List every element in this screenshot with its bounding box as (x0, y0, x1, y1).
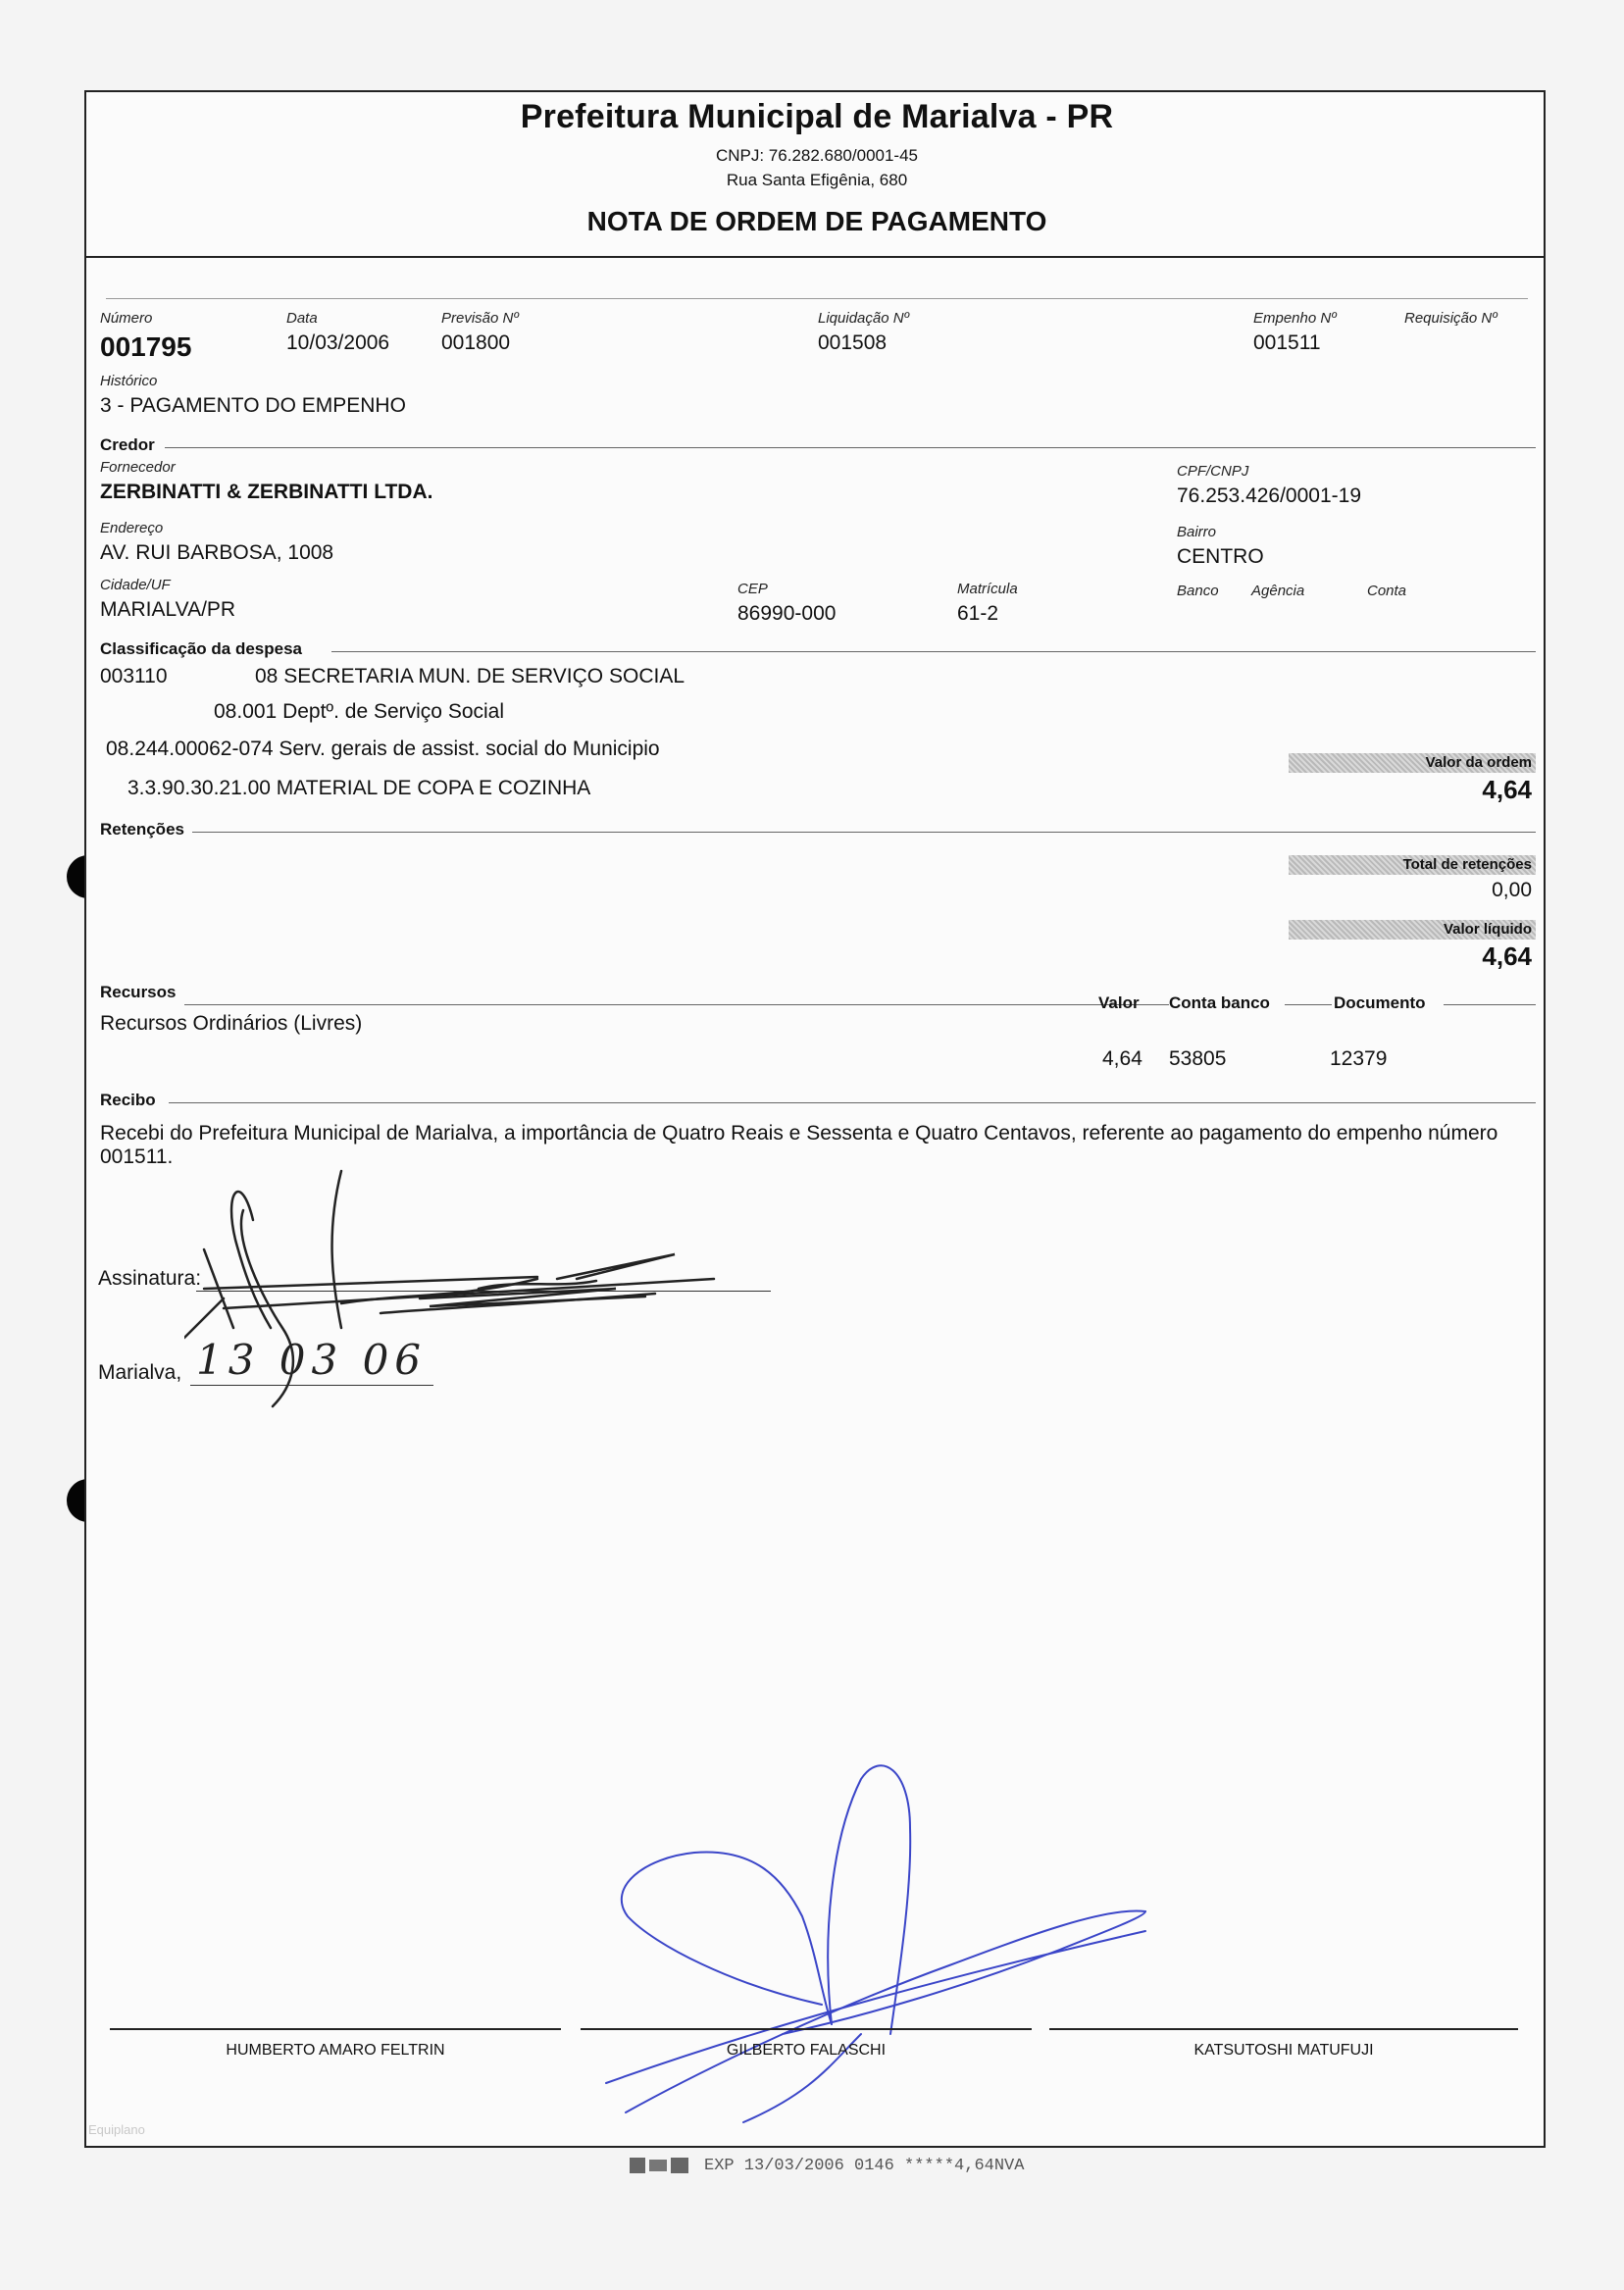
liquidacao-label: Liquidação Nº (818, 310, 910, 327)
recibo-section-title: Recibo (100, 1091, 156, 1109)
numero-label: Número (100, 310, 153, 327)
previsao-value: 001800 (441, 331, 511, 354)
signatory-3: KATSUTOSHI MATUFUJI (1193, 2042, 1374, 2059)
cidade-value: MARIALVA/PR (100, 598, 236, 621)
fornecedor-label: Fornecedor (100, 459, 176, 476)
classificacao-rule (331, 651, 1536, 652)
previsao-label: Previsão Nº (441, 310, 519, 327)
signature-line-3 (1049, 2028, 1518, 2030)
recursos-section-title: Recursos (100, 983, 177, 1001)
bank-stamp (630, 2154, 1024, 2177)
recipient-signature (184, 1132, 832, 1416)
cnpj-line: CNPJ: 76.282.680/0001-45 (715, 146, 919, 165)
signatory-1: HUMBERTO AMARO FELTRIN (226, 2042, 445, 2059)
recibo-text: Recebi do Prefeitura Municipal de Marialva, a importância de Quatro Reais e Sessenta e Quatro Centavos, referente ao pagamento do empenho número 001511. (100, 1122, 1498, 1168)
signatory-2: GILBERTO FALASCHI (726, 2042, 887, 2059)
classificacao-code: 003110 (100, 665, 168, 687)
agencia-label: Agência (1251, 583, 1305, 599)
banco-label: Banco (1177, 583, 1219, 599)
classificacao-line4: 3.3.90.30.21.00 MATERIAL DE COPA E COZINHA (127, 777, 591, 799)
data-label: Data (286, 310, 318, 327)
recursos-documento-header: Documento (1334, 993, 1426, 1012)
recursos-description: Recursos Ordinários (Livres) (100, 1012, 363, 1035)
valor-liquido-value: 4,64 (1482, 941, 1532, 971)
recibo-rule (169, 1102, 1536, 1103)
address-line: Rua Santa Efigênia, 680 (726, 171, 908, 189)
municipality-title: Prefeitura Municipal de Marialva - PR (520, 98, 1114, 135)
signature-line-1 (110, 2028, 561, 2030)
authorizer-signature (596, 1740, 1165, 2201)
bank-logo-icon (630, 2154, 690, 2177)
cep-label: CEP (737, 581, 768, 597)
classificacao-line1: 08 SECRETARIA MUN. DE SERVIÇO SOCIAL (255, 665, 685, 687)
numero-value: 001795 (100, 331, 192, 362)
handwritten-date-text: 13 03 06 (196, 1336, 428, 1384)
recursos-conta: 53805 (1169, 1047, 1227, 1070)
bank-stamp-text: EXP 13/03/2006 0146 *****4,64NVA (704, 2156, 1025, 2175)
signature-line-2 (581, 2028, 1032, 2030)
header-divider-thin (106, 298, 1528, 299)
bairro-value: CENTRO (1177, 545, 1264, 568)
valor-ordem-label: Valor da ordem (1289, 753, 1536, 773)
classificacao-line3: 08.244.00062-074 Serv. gerais de assist. social do Municipio (106, 738, 660, 760)
endereco-value: AV. RUI BARBOSA, 1008 (100, 541, 334, 564)
cpf-value: 76.253.426/0001-19 (1177, 484, 1362, 507)
recursos-rule (184, 1004, 1165, 1005)
recursos-documento: 12379 (1330, 1047, 1388, 1070)
valor-ordem-value: 4,64 (1482, 775, 1532, 804)
requisicao-label: Requisição Nº (1404, 310, 1497, 327)
cep-value: 86990-000 (737, 602, 837, 625)
local-date-label: Marialva, (98, 1361, 182, 1384)
retencoes-rule (192, 832, 1536, 833)
bairro-label: Bairro (1177, 524, 1217, 540)
historico-label: Histórico (100, 373, 158, 389)
assinatura-label: Assinatura: (98, 1267, 202, 1290)
payment-order-document (84, 90, 1546, 2148)
recursos-conta-header: Conta banco (1169, 993, 1270, 1012)
data-value: 10/03/2006 (286, 331, 390, 354)
matricula-label: Matrícula (957, 581, 1018, 597)
cidade-label: Cidade/UF (100, 577, 171, 593)
liquidacao-value: 001508 (818, 331, 888, 354)
matricula-value: 61-2 (957, 602, 999, 625)
retencoes-section-title: Retenções (100, 820, 184, 839)
faint-corner-mark: Equiplano (88, 2122, 145, 2137)
recursos-rule-4 (1444, 1004, 1536, 1005)
empenho-label: Empenho Nº (1253, 310, 1337, 327)
credor-rule (165, 447, 1536, 448)
document-title: NOTA DE ORDEM DE PAGAMENTO (586, 206, 1047, 236)
recursos-rule-3 (1285, 1004, 1332, 1005)
endereco-label: Endereço (100, 520, 164, 536)
total-retencoes-value: 0,00 (1492, 879, 1532, 901)
header-divider (86, 256, 1546, 258)
recursos-rule-2 (1149, 1004, 1169, 1005)
historico-value: 3 - PAGAMENTO DO EMPENHO (100, 394, 406, 417)
empenho-value: 001511 (1253, 331, 1321, 354)
recursos-valor-header: Valor (1098, 993, 1140, 1012)
credor-section-title: Credor (100, 435, 155, 454)
recursos-valor: 4,64 (1102, 1047, 1142, 1070)
fornecedor-value: ZERBINATTI & ZERBINATTI LTDA. (100, 481, 433, 503)
classificacao-line2: 08.001 Deptº. de Serviço Social (214, 700, 505, 723)
conta-label: Conta (1367, 583, 1407, 599)
classificacao-section-title: Classificação da despesa (100, 639, 303, 658)
total-retencoes-label: Total de retenções (1289, 855, 1536, 875)
cpf-label: CPF/CNPJ (1177, 463, 1249, 480)
valor-liquido-label: Valor líquido (1289, 920, 1536, 940)
